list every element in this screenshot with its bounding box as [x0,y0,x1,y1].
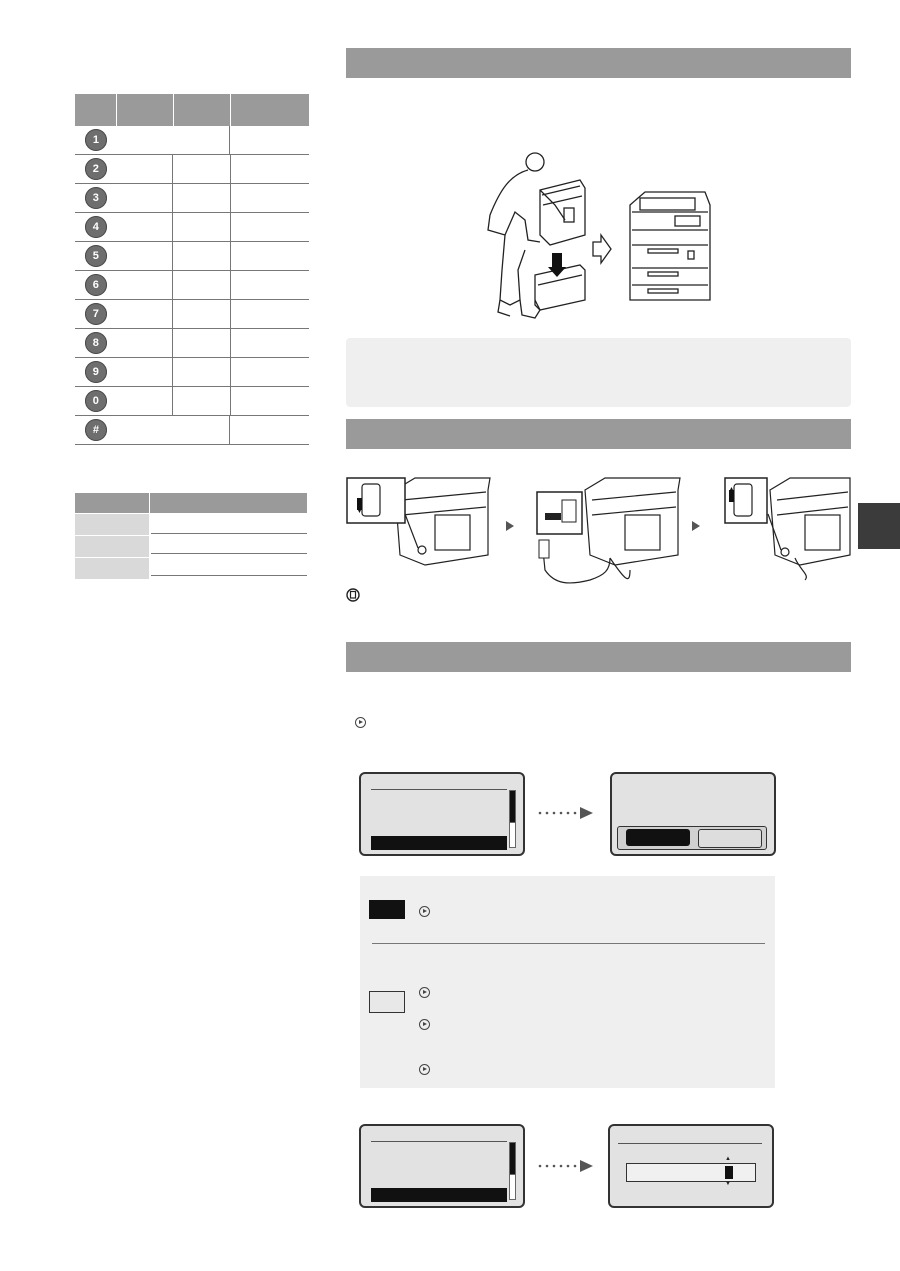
up-arrow-icon: ▲ [725,1156,731,1162]
key-table-cell [173,358,231,386]
dotted-arrow [537,805,597,821]
key-table-cell [117,416,231,444]
key-cell [75,184,117,212]
key-table-row [75,387,309,416]
numeric-key-icon: 5 [85,245,107,267]
section-header-bar [346,642,851,672]
numeric-key-icon: 1 [85,129,107,151]
key-table-cell [117,242,174,270]
numeric-key-icon: # [85,419,107,441]
options-box [360,876,775,1088]
key-table-cell [117,387,174,415]
key-table-cell [173,387,231,415]
lcd-menu-screen [359,1124,525,1208]
key-table-cell [231,300,309,328]
key-table-cell [173,184,231,212]
key-table-row [75,155,309,184]
key-table-cell [231,271,309,299]
dotted-arrow [537,1158,597,1174]
key-table-row [75,184,309,213]
legend-label-cell [75,536,149,557]
key-table-cell [117,126,231,154]
key-table-cell [231,213,309,241]
key-table-cell [173,213,231,241]
key-cell [75,126,117,154]
key-cell [75,387,117,415]
key-table-header [75,94,309,126]
numeric-key-table [75,94,309,445]
key-table-row [75,126,309,155]
numeric-key-icon: 9 [85,361,107,383]
key-cell [75,300,117,328]
key-table-cell [173,300,231,328]
key-table-row [75,300,309,329]
circled-arrow-icon [419,1064,430,1075]
key-cell [75,242,117,270]
key-table-cell [117,329,174,357]
note-box [346,338,851,407]
key-table-cell [173,242,231,270]
section-header-bar [346,48,851,78]
lcd-yes-button [626,829,690,846]
key-table-cell [231,184,309,212]
lcd-confirm-screen [610,772,776,856]
key-table-cell [231,329,309,357]
key-table-cell [173,155,231,183]
option-unselected-swatch [369,991,405,1013]
legend-divider [151,575,307,576]
key-table-cell [117,358,174,386]
key-table-cell [117,184,174,212]
key-cell [75,358,117,386]
key-table-cell [231,242,309,270]
key-table-cell [230,416,309,444]
numeric-key-icon: 3 [85,187,107,209]
circled-arrow-icon [419,1019,430,1030]
key-cell [75,329,117,357]
circled-arrow-icon [419,987,430,998]
lcd-menu-screen [359,772,525,856]
legend-header [75,493,307,513]
numeric-key-icon: 6 [85,274,107,296]
numeric-key-icon: 8 [85,332,107,354]
key-table-cell [231,358,309,386]
key-cell [75,416,117,444]
key-table-cell [230,126,309,154]
key-cell [75,213,117,241]
power-cord-illustration [340,470,855,595]
legend-divider [151,533,307,534]
caution-icon [346,588,360,602]
key-table-cell [117,155,174,183]
header-cell [75,94,117,126]
down-arrow-icon: ▼ [725,1181,731,1187]
install-cassette-illustration [480,150,730,330]
lcd-cursor [725,1166,733,1179]
numeric-key-icon: 0 [85,390,107,412]
key-cell [75,155,117,183]
header-cell [231,94,309,126]
key-table-cell [173,329,231,357]
circled-arrow-icon [355,717,366,728]
legend-label-cell [75,514,149,535]
key-cell [75,271,117,299]
numeric-key-icon: 7 [85,303,107,325]
lcd-input-field [626,1163,756,1182]
key-table-row [75,358,309,387]
legend-label-cell [75,558,149,579]
option-selected-swatch [369,900,405,919]
key-table-cell [117,213,174,241]
key-table-cell [117,300,174,328]
key-table-cell [231,387,309,415]
key-table-row [75,271,309,300]
header-cell [174,94,231,126]
key-table-row [75,416,309,445]
key-table-row [75,242,309,271]
numeric-key-icon: 4 [85,216,107,238]
header-cell [117,94,173,126]
lcd-no-button [698,829,762,848]
legend-table [75,493,307,577]
lcd-input-screen [608,1124,774,1208]
numeric-key-icon: 2 [85,158,107,180]
key-table-cell [117,271,174,299]
circled-arrow-icon [419,906,430,917]
chapter-side-tab [858,503,900,549]
section-header-bar [346,419,851,449]
divider [372,943,765,944]
key-table-cell [173,271,231,299]
key-table-row [75,213,309,242]
key-table-row [75,329,309,358]
legend-divider [151,553,307,554]
key-table-cell [231,155,309,183]
